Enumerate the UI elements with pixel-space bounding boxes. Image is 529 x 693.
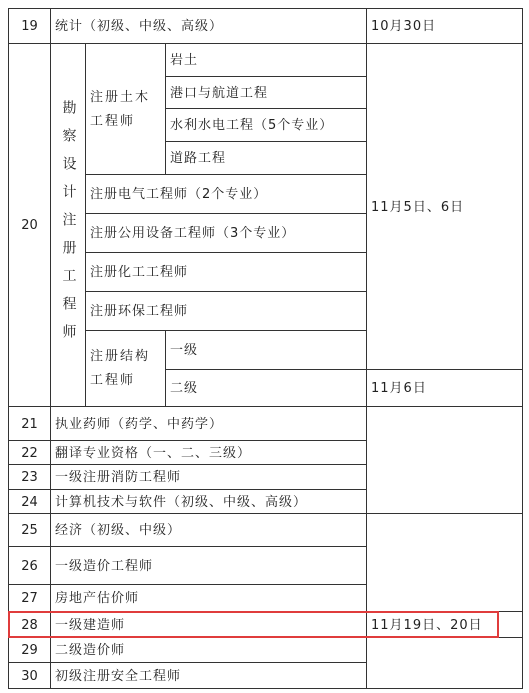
row-26-exam: 一级造价工程师 [55, 558, 154, 574]
row-21-exam: 执业药师（药学、中药学） [55, 416, 224, 432]
environmental-engineer: 注册环保工程师 [90, 304, 189, 319]
row-19-exam: 统计（初级、中级、高级） [55, 18, 224, 34]
row-25-number: 25 [21, 523, 38, 538]
civil-engineer-label: 注册土木 工程师 [90, 89, 151, 129]
civil-sub-water-conservancy: 水利水电工程（5个专业） [170, 118, 334, 133]
structural-level-2: 二级 [170, 381, 199, 396]
row-21-number: 21 [21, 416, 38, 432]
row-28-date: 11月19日、20日 [371, 617, 483, 633]
row-30-exam: 初级注册安全工程师 [55, 668, 182, 684]
row-28-number: 28 [21, 617, 38, 633]
row-22-exam: 翻译专业资格（一、二、三级） [55, 445, 252, 461]
row-20-group-label: 勘察设计注册工程师 [60, 99, 77, 352]
civil-sub-port-waterway: 港口与航道工程 [170, 85, 269, 101]
row-24-exam: 计算机技术与软件（初级、中级、高级） [55, 494, 308, 510]
row-26-number: 26 [21, 558, 38, 574]
rows-21-24-date [367, 407, 523, 514]
row-23-number: 23 [21, 470, 38, 485]
row-22-number: 22 [21, 445, 38, 461]
chemical-engineer: 注册化工工程师 [90, 265, 189, 280]
row-20-date-main: 11月5日、6日 [371, 199, 465, 215]
utility-engineer: 注册公用设备工程师（3个专业） [90, 226, 296, 241]
row-19-date: 10月30日 [371, 18, 437, 34]
row-24-number: 24 [21, 494, 38, 510]
row-20-date-level2: 11月6日 [371, 381, 427, 396]
row-27-exam: 房地产估价师 [55, 591, 140, 606]
row-25-exam: 经济（初级、中级） [55, 523, 182, 538]
row-23-exam: 一级注册消防工程师 [55, 470, 182, 485]
structural-level-1: 一级 [170, 343, 199, 358]
electrical-engineer: 注册电气工程师（2个专业） [90, 187, 268, 202]
civil-sub-road: 道路工程 [170, 151, 227, 166]
row-29-number: 29 [21, 643, 38, 658]
rows-25-27-date [367, 514, 523, 612]
row-19-number: 19 [21, 18, 38, 34]
row-27-number: 27 [21, 591, 38, 606]
row-29-exam: 二级造价师 [55, 643, 126, 658]
row-30-number: 30 [21, 668, 38, 684]
row-28-exam: 一级建造师 [55, 617, 126, 633]
civil-sub-geotechnical: 岩土 [170, 53, 199, 68]
rows-29-30-date [367, 638, 523, 689]
row-20-number: 20 [21, 218, 38, 233]
structural-engineer-label: 注册结构 工程师 [90, 349, 151, 388]
